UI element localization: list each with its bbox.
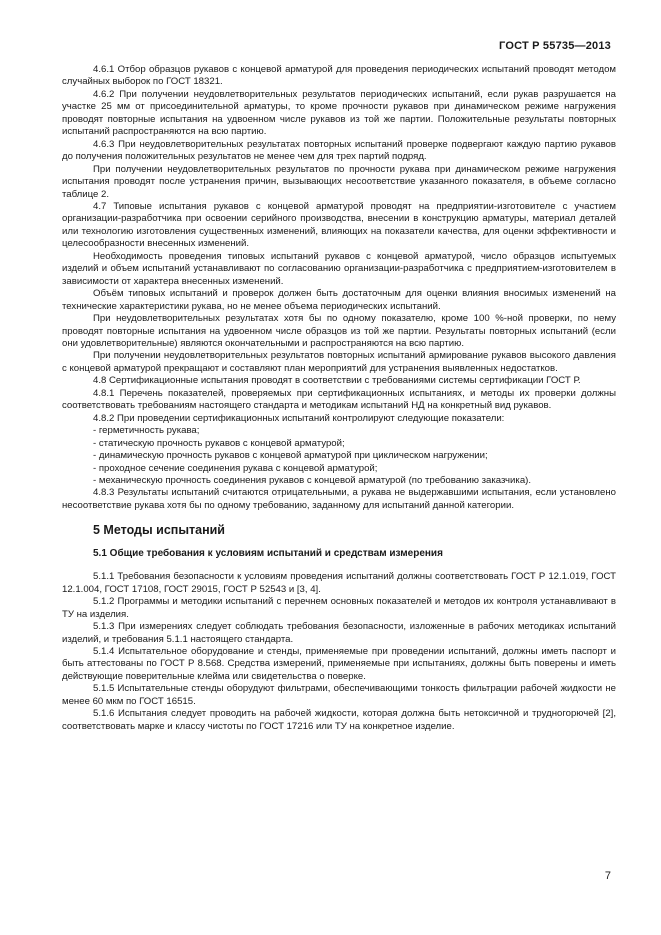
- document-body: [62, 64, 616, 733]
- paragraph-5-1-6: 5.1.6 Испытания следует проводить на рабочей жидкости, которая должна быть нетоксичной и трудногорючей [2], соответствовать марке и классу чистоты по ГОСТ 17216 или ТУ на конкретное изделие.: [62, 708, 616, 732]
- document-header: ГОСТ Р 55735—2013: [499, 40, 611, 52]
- list-item: - статическую прочность рукавов с концевой арматурой;: [93, 437, 345, 449]
- paragraph-4-6-2: 4.6.2 При получении неудовлетворительных результатов периодических испытаний, если рукав разрушается на участке 25 мм от присоединительной арматуры, то кроме прочности рукавов при динамическом режиме нагружения проводят повторные испытания на удвоенном числе рукавов из той же партии. Положительные результаты повторных испытаний распространяются на всю партию.: [62, 88, 616, 138]
- paragraph-5-1-3: 5.1.3 При измерениях следует соблюдать требования безопасности, изложенные в рабочих методиках испытаний изделий, и требования 5.1.1 настоящего стандарта.: [62, 621, 616, 645]
- list-item: - герметичность рукава;: [93, 425, 200, 437]
- list-item: - механическую прочность соединения рукавов с концевой арматурой (по требованию заказчика).: [93, 474, 532, 486]
- paragraph-5-1-4: 5.1.4 Испытательное оборудование и стенды, применяемые при проведении испытаний, должны иметь паспорт и быть аттестованы по ГОСТ Р 8.568. Средства измерений, применяемые при испытаниях, должны быть поверены и иметь действующие поверительные клейма или свидетельства о поверке.: [62, 646, 616, 682]
- subsection-title: 5.1 Общие требования к условиям испытаний и средствам измерения: [93, 548, 443, 560]
- paragraph-5-1-1: 5.1.1 Требования безопасности к условиям проведения испытаний должны соответствовать ГОСТ Р 12.1.019, ГОСТ 12.1.004, ГОСТ 17108, ГОСТ 29015, ГОСТ Р 52543 и [3, 4].: [62, 571, 616, 595]
- paragraph-5-1-2: 5.1.2 Программы и методики испытаний с перечнем основных показателей и методов их контроля устанавливают в ТУ на изделия.: [62, 596, 616, 620]
- paragraph-4-8: 4.8 Сертификационные испытания проводят в соответствии с требованиями системы сертификации ГОСТ Р.: [93, 375, 581, 387]
- paragraph-4-7-d: При неудовлетворительных результатах хотя бы по одному показателю, кроме 100 %-ной проверки, по нему проводят повторные испытания на удвоенном числе образцов из той же партии. Результаты повторных испытаний (если они удовлетворительные) являются окончательными и распространяются на всю партию.: [62, 313, 616, 349]
- paragraph-4-8-2: 4.8.2 При проведении сертификационных испытаний контролируют следующие показатели:: [93, 412, 505, 424]
- paragraph-4-6-3-cont: При получении неудовлетворительных результатов по прочности рукава при динамическом режиме нагружения испытания проводят после устранения причин, вызывающих несоответствие указанного показателя, в объеме согласно таблице 2.: [62, 163, 616, 200]
- list-item: - проходное сечение соединения рукава с концевой арматурой;: [93, 462, 378, 474]
- paragraph-4-6-1: 4.6.1 Отбор образцов рукавов с концевой арматурой для проведения периодических испытаний проводят методом случайных выборок по ГОСТ 18321.: [62, 64, 616, 88]
- paragraph-5-1-5: 5.1.5 Испытательные стенды оборудуют фильтрами, обеспечивающими тонкость фильтрации рабочей жидкости не менее 60 мкм по ГОСТ 16515.: [62, 683, 616, 707]
- paragraph-4-7: 4.7 Типовые испытания рукавов с концевой арматурой проводят на предприятии-изготовителе с участием организации-разработчика при освоении серийного производства, внесении в конструкцию арматуры, материал деталей или технологию изготовления существенных изменений, влияющих на показатели качества, для оценки эффективности и целесообразности внесенных изменений.: [62, 200, 616, 250]
- section-title: 5 Методы испытаний: [93, 523, 225, 538]
- paragraph-4-6-3: 4.6.3 При неудовлетворительных результатах повторных испытаний проверке подвергают каждую партию рукавов до получения положительных результатов не менее чем для трех партий подряд.: [62, 138, 616, 163]
- paragraph-4-8-3: 4.8.3 Результаты испытаний считаются отрицательными, а рукава не выдержавшими испытания, если установлено несоответствие рукава хотя бы по одному требованию, заданному для испытаний данной категории.: [62, 487, 616, 511]
- list-item: - динамическую прочность рукавов с концевой арматурой при циклическом нагружении;: [93, 450, 488, 462]
- paragraph-4-7-e: При получении неудовлетворительных результатов повторных испытаний армирование рукавов высокого давления с концевой арматурой прекращают и составляют план мероприятий для устранения выявленных недостатков.: [62, 350, 616, 374]
- paragraph-4-7-b: Необходимость проведения типовых испытаний рукавов с концевой арматурой, число образцов испытуемых изделий и объем испытаний устанавливают по согласованию организации-разработчика с предприятием-изготовителем в зависимости от характера внесенных изменений.: [62, 250, 616, 287]
- paragraph-4-8-1: 4.8.1 Перечень показателей, проверяемых при сертификационных испытаниях, и методы их проверки должны соответствовать требованиям настоящего стандарта и методикам испытаний НД на конкретный вид рукавов.: [62, 387, 616, 412]
- paragraph-4-7-c: Объём типовых испытаний и проверок должен быть достаточным для оценки влияния вносимых изменений на технические характеристики рукава, но не менее объема периодических испытаний.: [62, 288, 616, 312]
- page-number: 7: [604, 870, 611, 882]
